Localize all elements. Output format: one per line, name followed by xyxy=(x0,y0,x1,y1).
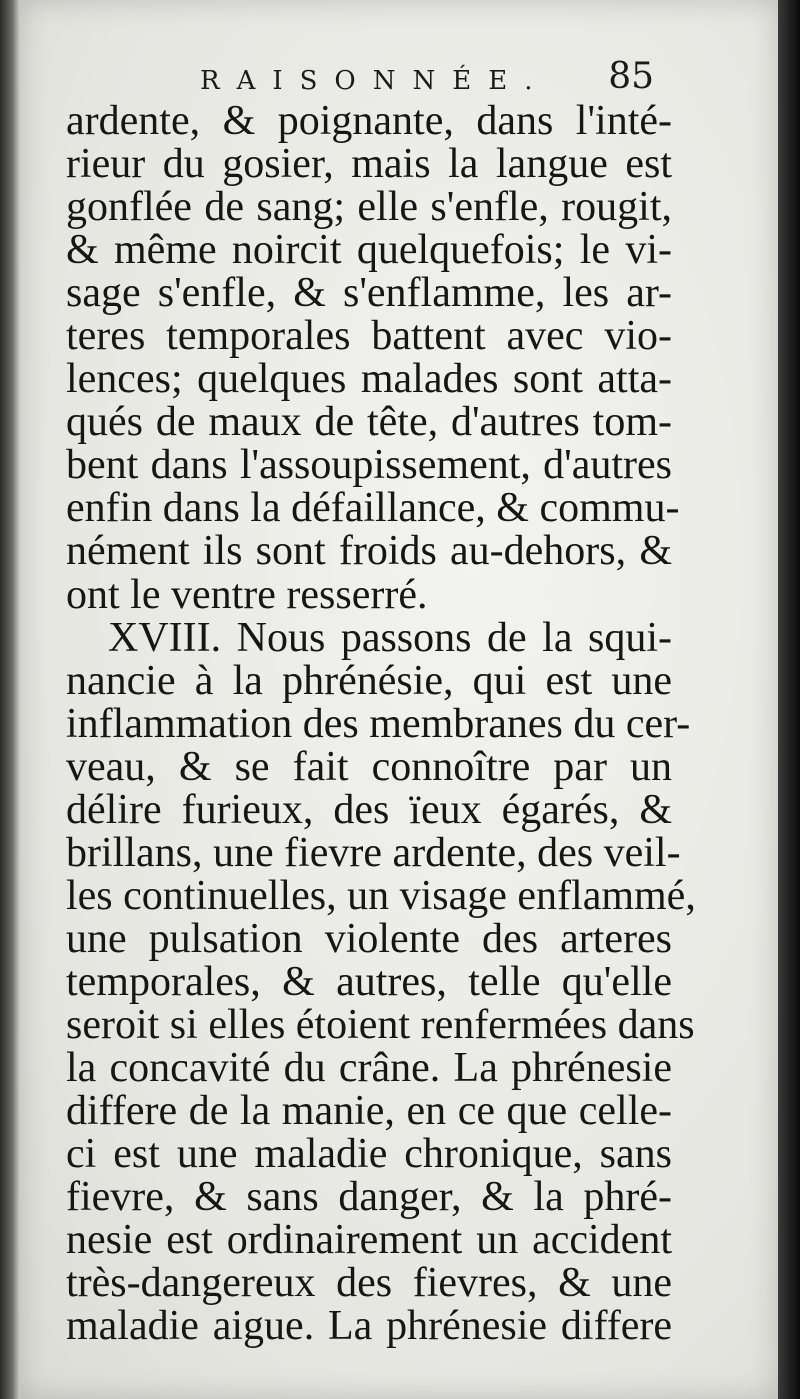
text-line: nancie à la phrénésie, qui est une xyxy=(66,657,672,704)
text-line: maladie aigue. La phrénesie differe xyxy=(66,1303,672,1350)
text-line: les continuelles, un visage enflammé, xyxy=(66,872,696,919)
text-line: fievre, & sans danger, & la phré- xyxy=(66,1174,672,1221)
text-line: délire furieux, des ïeux égarés, & xyxy=(66,786,672,833)
text-line: lences; quelques malades sont atta- xyxy=(66,356,672,403)
text-line: gonflée de sang; elle s'enfle, rougit, xyxy=(66,184,672,231)
text-line: & même noircit quelquefois; le vi- xyxy=(66,227,672,274)
text-line: nément ils sont froids au-dehors, & xyxy=(66,528,672,575)
body-text xyxy=(66,98,696,1350)
running-head: RAISONNÉE. xyxy=(200,66,550,96)
text-line: ci est une maladie chronique, sans xyxy=(66,1131,672,1178)
text-line: la concavité du crâne. La phrénesie xyxy=(66,1045,672,1092)
text-line: une pulsation violente des arteres xyxy=(66,915,672,962)
text-line: brillans, une fievre ardente, des veil- xyxy=(66,829,681,876)
page-number: 85 xyxy=(608,56,654,97)
text-line: differe de la manie, en ce que celle- xyxy=(66,1088,672,1135)
text-line: enfin dans la défaillance, & commu- xyxy=(66,485,680,532)
text-line: rieur du gosier, mais la langue est xyxy=(66,141,672,188)
page-edge-shadow xyxy=(778,0,800,1399)
text-line: teres temporales battent avec vio- xyxy=(66,313,672,360)
text-line: bent dans l'assoupissement, d'autres xyxy=(66,442,672,489)
text-line: nesie est ordinairement un accident xyxy=(66,1217,672,1264)
text-line: temporales, & autres, telle qu'elle xyxy=(66,958,672,1005)
book-spine-shadow xyxy=(0,0,20,1399)
text-line: XVIII. Nous passons de la squi- xyxy=(108,614,672,661)
text-line: très-dangereux des fievres, & une xyxy=(66,1260,672,1307)
text-line: seroit si elles étoient renfermées dans xyxy=(66,1001,695,1048)
text-line: sage s'enfle, & s'enflamme, les ar- xyxy=(66,270,672,317)
text-line: inflammation des membranes du cer- xyxy=(66,700,691,747)
text-line: qués de maux de tête, d'autres tom- xyxy=(66,399,672,446)
text-line: veau, & se fait connoître par un xyxy=(66,743,672,790)
text-line: ont le ventre resserré. xyxy=(66,571,428,618)
text-line: ardente, & poignante, dans l'inté- xyxy=(66,98,672,144)
